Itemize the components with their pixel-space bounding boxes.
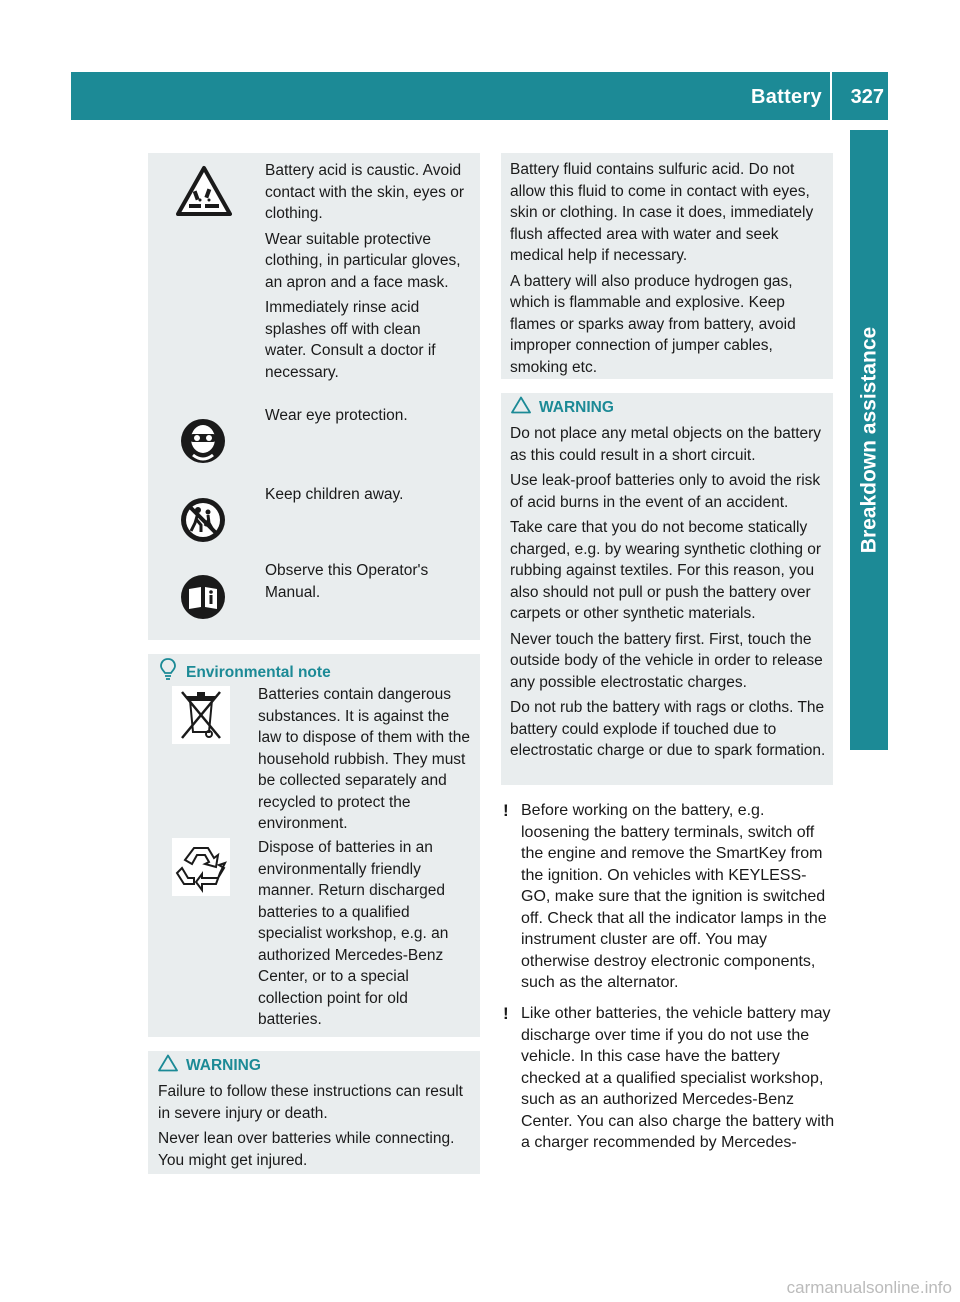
warning-box-right xyxy=(501,393,833,785)
page-number: 327 xyxy=(850,86,884,108)
warning-heading: WARNING xyxy=(186,1057,261,1075)
eye-protection-icon xyxy=(179,417,227,472)
warning-box-left xyxy=(148,1051,480,1174)
warning-triangle-icon xyxy=(511,396,531,421)
warning-text: Never lean over batteries while connecting. You might get injured. xyxy=(158,1130,455,1169)
caution-mark: ! xyxy=(503,1004,509,1023)
warning-text: Do not rub the battery with rags or cloths. The battery could explode if touched due to electrostatic charge or due to spark formation. xyxy=(510,699,826,759)
crossed-bin-icon xyxy=(172,686,230,751)
note-heading: Environmental note xyxy=(186,663,331,681)
warning-triangle-icon xyxy=(158,1054,178,1079)
symbol-text: Observe this Operator's Manual. xyxy=(265,562,429,601)
warning-heading: WARNING xyxy=(539,399,614,417)
battery-fluid-box xyxy=(501,153,833,379)
symbol-text: Battery acid is caustic. Avoid contact with the skin, eyes or clothing. xyxy=(265,162,465,222)
warning-text: Do not place any metal objects on the battery as this could result in a short circuit. xyxy=(510,425,822,464)
note-paragraph xyxy=(503,800,835,996)
info-text: A battery will also produce hydrogen gas, which is flammable and explosive. Keep flames or sparks away from battery, avoid improper connection of jumper cables, smoking etc. xyxy=(510,272,796,376)
note-text: Like other batteries, the vehicle battery may discharge over time if you do not use the vehicle. In this case have the battery checked at a qualified specialist workshop, such as an authorized Mercedes-Benz Center. You can also charge the battery with a charger recommended by Mercedes- xyxy=(521,1005,835,1151)
page-header xyxy=(71,72,888,120)
symbol-text: Wear eye protection. xyxy=(265,407,408,424)
symbol-text: Immediately rinse acid splashes off with clean water. Consult a doctor if necessary. xyxy=(265,299,436,381)
note-paragraph xyxy=(503,1003,835,1153)
environmental-note-box xyxy=(148,654,480,1037)
caustic-warning-icon xyxy=(176,165,232,224)
recycle-icon xyxy=(172,838,230,903)
watermark: carmanualsonline.info xyxy=(786,1277,952,1297)
env-note-text: Batteries contain dangerous substances. It is against the law to dispose of them with the household rubbish. They must be collected separately and recycled to protect the environment. xyxy=(258,686,470,832)
warning-text: Take care that you do not become statically charged, e.g. by wearing synthetic clothing or rubbing against textiles. For this reason, you also should not pull or push the battery over carpets or other synthetic materials. xyxy=(510,519,822,622)
warning-text: Use leak-proof batteries only to avoid the risk of acid burns in the event of an accident. xyxy=(510,472,821,511)
lightbulb-icon xyxy=(160,658,176,687)
header-divider xyxy=(830,72,832,120)
info-text: Battery fluid contains sulfuric acid. Do not allow this fluid to come in contact with eyes, skin or clothing. In case it does, immediately flush affected area with water and seek medical help if necessary. xyxy=(510,161,814,264)
warning-symbols-box xyxy=(148,153,480,640)
keep-children-away-icon xyxy=(179,496,227,551)
operators-manual-icon xyxy=(179,573,227,628)
chapter-tab-label: Breakdown assistance xyxy=(857,326,881,554)
chapter-tab xyxy=(850,130,888,750)
section-title: Battery xyxy=(750,86,822,108)
note-text: Before working on the battery, e.g. loosening the battery terminals, switch off the engine and remove the SmartKey from the ignition. On vehicles with KEYLESS-GO, make sure that the ignition is switched off. Check that all the indicator lamps in the instrument cluster are off. You may otherwise destroy electronic components, such as the alternator. xyxy=(521,802,827,991)
warning-text: Never touch the battery first. First, touch the outside body of the vehicle in order to release any possible electrostatic charges. xyxy=(510,630,823,691)
env-note-text: Dispose of batteries in an environmentally friendly manner. Return discharged batteries to a qualified specialist workshop, e.g. an authorized Mercedes-Benz Center, or to a special collection point for old batteries. xyxy=(258,839,449,1028)
symbol-text: Keep children away. xyxy=(265,486,404,503)
symbol-text: Wear suitable protective clothing, in particular gloves, an apron and a face mask. xyxy=(265,230,461,291)
caution-mark: ! xyxy=(503,801,509,820)
warning-text: Failure to follow these instructions can result in severe injury or death. xyxy=(158,1083,463,1122)
